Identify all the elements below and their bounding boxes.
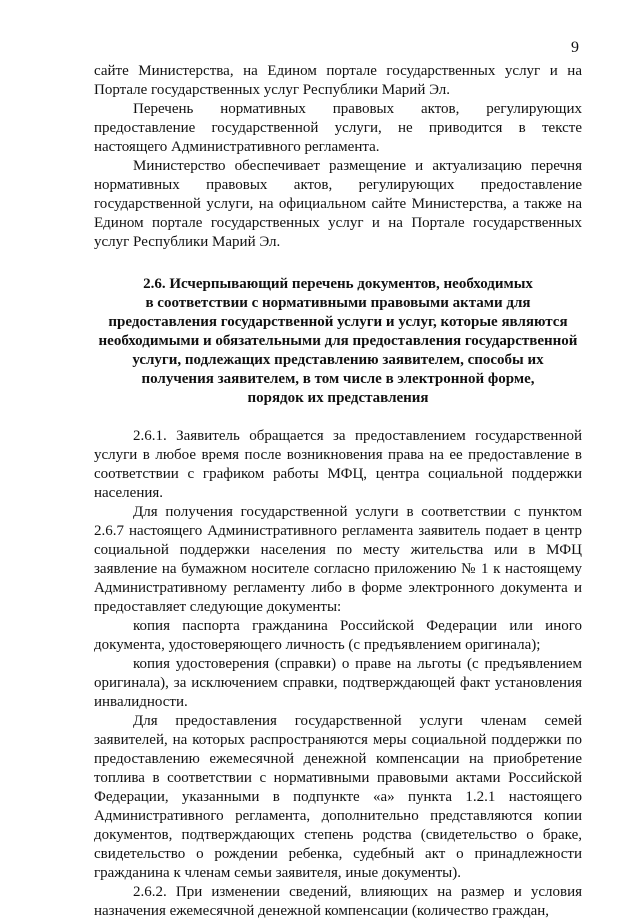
page-number: 9	[571, 39, 579, 56]
heading-line: получения заявителем, в том числе в электронной форме,	[141, 371, 535, 387]
paragraph: Перечень нормативных правовых актов, регулирующих предоставление государственной услуги, не приводится в тексте настоящего Административного регламента.	[94, 101, 582, 155]
list-item: копия удостоверения (справки) о праве на льготы (с предъявлением оригинала), за исключением справки, подтверждающей факт установления инвалидности.	[94, 656, 582, 710]
section-heading	[94, 275, 582, 408]
paragraph: Для предоставления государственной услуги членам семей заявителей, на которых распространяются меры социальной поддержки по предоставлению ежемесячной денежной компенсации на приобретение топлива в соответствии с нормативными правовыми актами Российской Федерации, указанными в подпункте «а» пункта 1.2.1 настоящего Административного регламента, дополнительно представляются копии документов, подтверждающих степень родства (свидетельство о браке, свидетельство о рождении ребенка, судебный акт о принадлежности гражданина к членам семьи заявителя, иные документы).	[94, 713, 582, 881]
list-item: копия паспорта гражданина Российской Федерации или иного документа, удостоверяющего личность (с предъявлением оригинала);	[94, 618, 582, 653]
heading-line: порядок их представления	[247, 390, 429, 406]
heading-line: необходимыми и обязательными для предоставления государственной	[98, 333, 578, 349]
paragraph: 2.6.2. При изменении сведений, влияющих на размер и условия назначения ежемесячной денежной компенсации (количество граждан,	[94, 884, 582, 919]
paragraph: Министерство обеспечивает размещение и актуализацию перечня нормативных правовых актов, регулирующих предоставление государственной услуги, на официальном сайте Министерства, а также на Едином портале государственных услуг и на Портале государственных услуг Республики Марий Эл.	[94, 158, 582, 250]
paragraph: Для получения государственной услуги в соответствии с пунктом 2.6.7 настоящего Административного регламента заявитель подает в центр социальной поддержки населения по месту жительства или в МФЦ заявление на бумажном носителе согласно приложению № 1 к настоящему Административному регламенту либо в форме электронного документа и предоставляет следующие документы:	[94, 504, 582, 615]
heading-line: услуги, подлежащих представлению заявителем, способы их	[132, 352, 544, 368]
heading-line: 2.6. Исчерпывающий перечень документов, необходимых	[143, 276, 533, 292]
heading-line: предоставления государственной услуги и услуг, которые являются	[108, 314, 568, 330]
paragraph-continuation: сайте Министерства, на Едином портале государственных услуг и на Портале государственных услуг Республики Марий Эл.	[94, 63, 582, 98]
paragraph: 2.6.1. Заявитель обращается за предоставлением государственной услуги в любое время после возникновения права на ее предоставление в соответствии с графиком работы МФЦ, центра социальной поддержки населения.	[94, 428, 582, 501]
page-content	[94, 62, 582, 921]
heading-line: в соответствии с нормативными правовыми актами для	[145, 295, 531, 311]
